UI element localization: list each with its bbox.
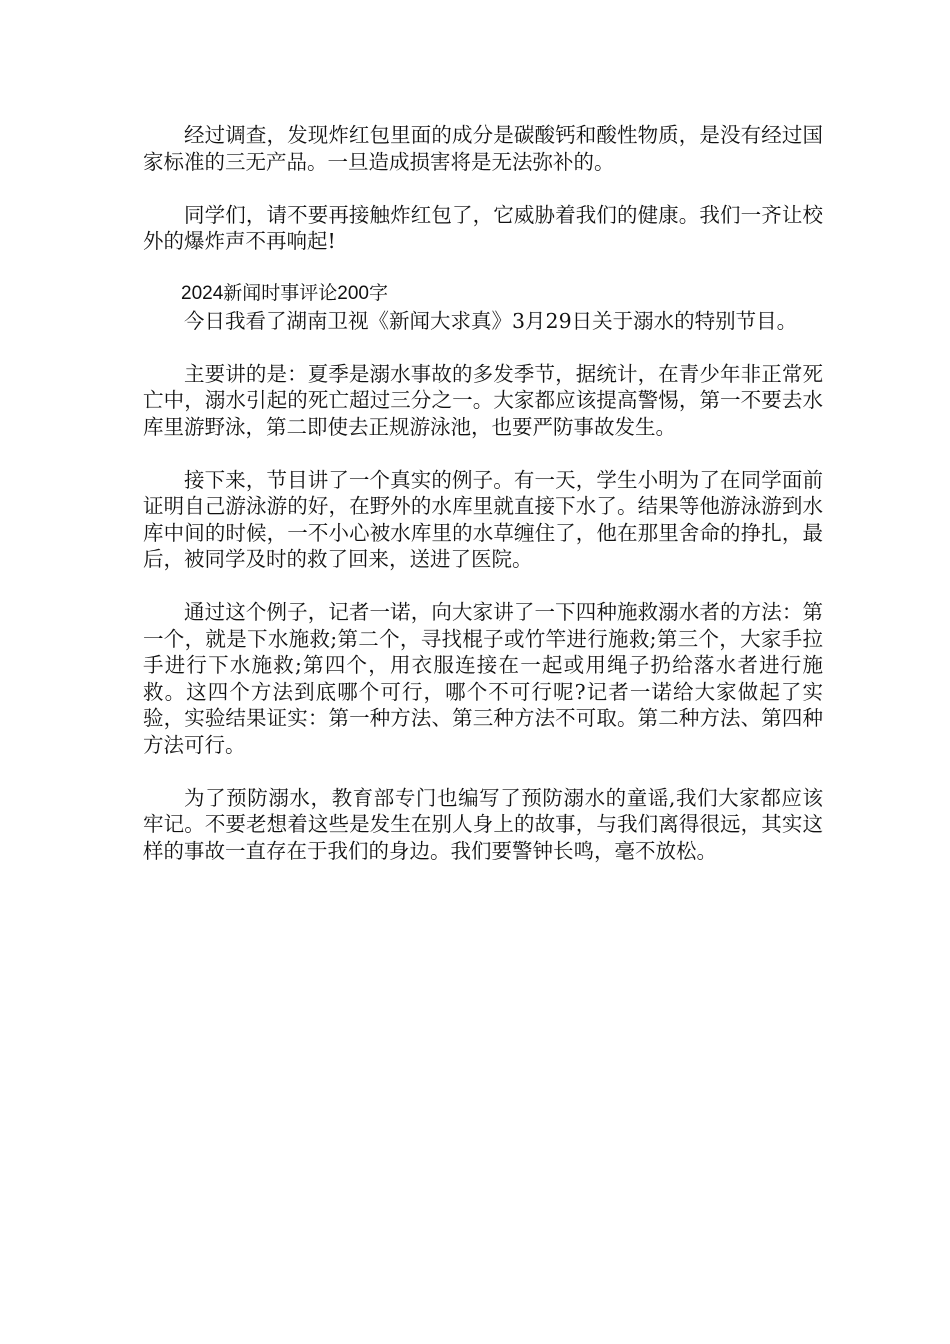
paragraph-rescue-methods: 通过这个例子，记者一诺，向大家讲了一下四种施救溺水者的方法：第一个，就是下水施救;第二个，寻找棍子或竹竿进行施救;第三个，大家手拉手进行下水施救;第四个，用衣服连接在一起或用绳子扔给落水者进行施救。这四个方法到底哪个可行，哪个不可行呢?记者一诺给大家做起了实验，实验结果证实：第一种方法、第三种方法不可取。第二种方法、第四种方法可行。: [143, 600, 823, 757]
section-heading: 2024新闻时事评论200字: [181, 283, 388, 304]
paragraph-example-story: 接下来，节目讲了一个真实的例子。有一天，学生小明为了在同学面前证明自己游泳游的好，在野外的水库里就直接下水了。结果等他游泳游到水库中间的时候，一不小心被水库里的水草缠住了，他在那里舍命的挣扎，最后，被同学及时的救了回来，送进了医院。: [143, 467, 823, 571]
paragraph-main-topic: 主要讲的是：夏季是溺水事故的多发季节，据统计，在青少年非正常死亡中，溺水引起的死亡超过三分之一。大家都应该提高警惕，第一不要去水库里游野泳，第二即使去正规游泳池，也要严防事故发生。: [143, 361, 823, 439]
paragraph-survey-result: 经过调查，发现炸红包里面的成分是碳酸钙和酸性物质，是没有经过国家标准的三无产品。一旦造成损害将是无法弥补的。: [143, 123, 823, 174]
document-body: [143, 122, 823, 864]
paragraph-program-intro: 今日我看了湖南卫视《新闻大求真》3月29日关于溺水的特别节目。: [184, 308, 798, 333]
paragraph-prevention: 为了预防溺水，教育部专门也编写了预防溺水的童谣,我们大家都应该牢记。不要老想着这些是发生在别人身上的故事，与我们离得很远，其实这样的事故一直存在于我们的身边。我们要警钟长鸣，毫不放松。: [143, 785, 823, 863]
paragraph-appeal: 同学们，请不要再接触炸红包了，它威胁着我们的健康。我们一齐让校外的爆炸声不再响起!: [143, 202, 823, 253]
